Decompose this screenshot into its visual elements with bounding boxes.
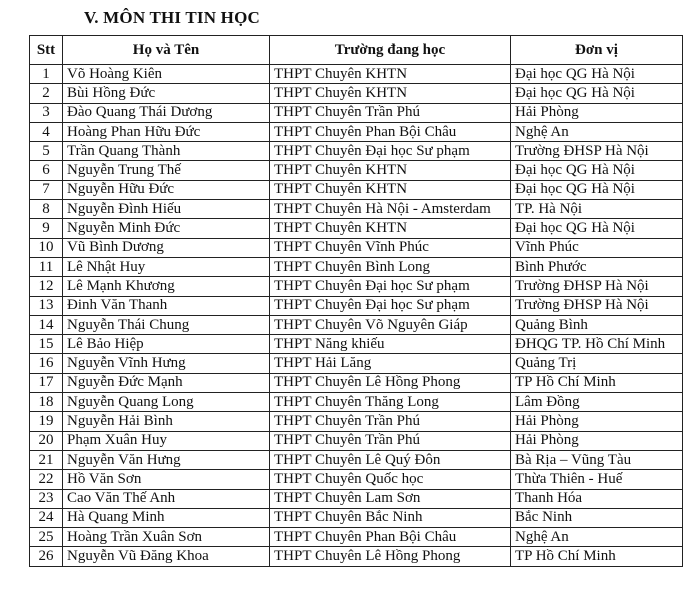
table-row <box>30 103 683 122</box>
cell-name: Phạm Xuân Huy <box>63 431 270 450</box>
cell-stt: 8 <box>30 200 63 219</box>
cell-unit: Đại học QG Hà Nội <box>511 180 683 199</box>
cell-school: THPT Chuyên Vĩnh Phúc <box>270 238 511 257</box>
cell-stt: 13 <box>30 296 63 315</box>
cell-name: Hồ Văn Sơn <box>63 470 270 489</box>
table-row <box>30 528 683 547</box>
table-row <box>30 200 683 219</box>
cell-unit: Nghệ An <box>511 122 683 141</box>
cell-stt: 23 <box>30 489 63 508</box>
cell-name: Vũ Bình Dương <box>63 238 270 257</box>
cell-name: Cao Văn Thế Anh <box>63 489 270 508</box>
cell-name: Hoàng Phan Hữu Đức <box>63 122 270 141</box>
cell-name: Bùi Hồng Đức <box>63 84 270 103</box>
cell-school: THPT Chuyên KHTN <box>270 84 511 103</box>
cell-unit: Nghệ An <box>511 528 683 547</box>
cell-stt: 7 <box>30 180 63 199</box>
cell-school: THPT Chuyên Lê Hồng Phong <box>270 373 511 392</box>
table-row <box>30 354 683 373</box>
table-header-row <box>30 36 683 65</box>
cell-school: THPT Chuyên Võ Nguyên Giáp <box>270 315 511 334</box>
cell-school: THPT Chuyên Thăng Long <box>270 393 511 412</box>
cell-stt: 12 <box>30 277 63 296</box>
cell-school: THPT Chuyên Đại học Sư phạm <box>270 296 511 315</box>
cell-stt: 9 <box>30 219 63 238</box>
cell-name: Nguyễn Vĩnh Hưng <box>63 354 270 373</box>
cell-school: THPT Chuyên Bắc Ninh <box>270 508 511 527</box>
cell-name: Nguyễn Trung Thế <box>63 161 270 180</box>
cell-stt: 20 <box>30 431 63 450</box>
cell-stt: 3 <box>30 103 63 122</box>
cell-unit: Bà Rịa – Vũng Tàu <box>511 450 683 469</box>
cell-school: THPT Chuyên KHTN <box>270 219 511 238</box>
table-row <box>30 296 683 315</box>
table-row <box>30 161 683 180</box>
table-row <box>30 122 683 141</box>
cell-unit: Thanh Hóa <box>511 489 683 508</box>
cell-school: THPT Chuyên Trần Phú <box>270 431 511 450</box>
cell-stt: 19 <box>30 412 63 431</box>
section-heading: V. MÔN THI TIN HỌC <box>84 8 260 27</box>
cell-stt: 14 <box>30 315 63 334</box>
cell-name: Nguyễn Minh Đức <box>63 219 270 238</box>
cell-stt: 26 <box>30 547 63 566</box>
table-row <box>30 547 683 566</box>
cell-name: Hoàng Trần Xuân Sơn <box>63 528 270 547</box>
cell-unit: Đại học QG Hà Nội <box>511 161 683 180</box>
cell-name: Đinh Văn Thanh <box>63 296 270 315</box>
table-row <box>30 489 683 508</box>
cell-unit: Đại học QG Hà Nội <box>511 84 683 103</box>
table-row <box>30 335 683 354</box>
cell-name: Trần Quang Thành <box>63 142 270 161</box>
cell-name: Nguyễn Hữu Đức <box>63 180 270 199</box>
header-name: Họ và Tên <box>63 36 270 65</box>
cell-stt: 24 <box>30 508 63 527</box>
cell-unit: TP. Hà Nội <box>511 200 683 219</box>
cell-name: Nguyễn Vũ Đăng Khoa <box>63 547 270 566</box>
table-row <box>30 373 683 392</box>
header-school: Trường đang học <box>270 36 511 65</box>
results-table <box>29 35 683 567</box>
table-row <box>30 431 683 450</box>
header-unit: Đơn vị <box>511 36 683 65</box>
cell-unit: Đại học QG Hà Nội <box>511 65 683 84</box>
cell-stt: 25 <box>30 528 63 547</box>
cell-unit: Trường ĐHSP Hà Nội <box>511 277 683 296</box>
table-row <box>30 84 683 103</box>
cell-name: Võ Hoàng Kiên <box>63 65 270 84</box>
cell-name: Hà Quang Minh <box>63 508 270 527</box>
table-body <box>30 65 683 567</box>
cell-unit: Trường ĐHSP Hà Nội <box>511 296 683 315</box>
table-row <box>30 257 683 276</box>
cell-name: Nguyễn Hải Bình <box>63 412 270 431</box>
table-row <box>30 238 683 257</box>
table-row <box>30 180 683 199</box>
cell-unit: Vĩnh Phúc <box>511 238 683 257</box>
cell-unit: Quảng Trị <box>511 354 683 373</box>
cell-name: Lê Bảo Hiệp <box>63 335 270 354</box>
cell-unit: Thừa Thiên - Huế <box>511 470 683 489</box>
table-row <box>30 277 683 296</box>
cell-unit: Đại học QG Hà Nội <box>511 219 683 238</box>
cell-unit: TP Hồ Chí Minh <box>511 373 683 392</box>
cell-stt: 2 <box>30 84 63 103</box>
cell-unit: Bình Phước <box>511 257 683 276</box>
cell-name: Nguyễn Quang Long <box>63 393 270 412</box>
cell-name: Nguyễn Thái Chung <box>63 315 270 334</box>
cell-name: Nguyễn Văn Hưng <box>63 450 270 469</box>
cell-unit: Hải Phòng <box>511 412 683 431</box>
cell-school: THPT Chuyên KHTN <box>270 65 511 84</box>
cell-school: THPT Chuyên KHTN <box>270 180 511 199</box>
cell-name: Lê Mạnh Khương <box>63 277 270 296</box>
cell-stt: 1 <box>30 65 63 84</box>
cell-school: THPT Hải Lăng <box>270 354 511 373</box>
cell-school: THPT Chuyên Đại học Sư phạm <box>270 277 511 296</box>
cell-school: THPT Chuyên Quốc học <box>270 470 511 489</box>
cell-school: THPT Chuyên Hà Nội - Amsterdam <box>270 200 511 219</box>
cell-stt: 16 <box>30 354 63 373</box>
cell-stt: 17 <box>30 373 63 392</box>
cell-school: THPT Chuyên Đại học Sư phạm <box>270 142 511 161</box>
cell-school: THPT Chuyên Trần Phú <box>270 103 511 122</box>
cell-unit: TP Hồ Chí Minh <box>511 547 683 566</box>
table-row <box>30 142 683 161</box>
table-row <box>30 219 683 238</box>
cell-stt: 11 <box>30 257 63 276</box>
cell-stt: 5 <box>30 142 63 161</box>
cell-name: Đào Quang Thái Dương <box>63 103 270 122</box>
cell-school: THPT Chuyên Phan Bội Châu <box>270 122 511 141</box>
cell-stt: 21 <box>30 450 63 469</box>
cell-unit: Trường ĐHSP Hà Nội <box>511 142 683 161</box>
cell-stt: 10 <box>30 238 63 257</box>
table-row <box>30 508 683 527</box>
cell-unit: Lâm Đồng <box>511 393 683 412</box>
cell-stt: 4 <box>30 122 63 141</box>
cell-unit: Hải Phòng <box>511 431 683 450</box>
table-row <box>30 65 683 84</box>
table-row <box>30 393 683 412</box>
cell-school: THPT Chuyên Lê Hồng Phong <box>270 547 511 566</box>
cell-stt: 18 <box>30 393 63 412</box>
cell-school: THPT Chuyên Phan Bội Châu <box>270 528 511 547</box>
cell-unit: Hải Phòng <box>511 103 683 122</box>
header-stt: Stt <box>30 36 63 65</box>
cell-school: THPT Chuyên KHTN <box>270 161 511 180</box>
cell-unit: Bắc Ninh <box>511 508 683 527</box>
table-row <box>30 315 683 334</box>
cell-school: THPT Năng khiếu <box>270 335 511 354</box>
cell-name: Nguyễn Đình Hiếu <box>63 200 270 219</box>
table-row <box>30 470 683 489</box>
cell-name: Nguyễn Đức Mạnh <box>63 373 270 392</box>
cell-school: THPT Chuyên Lê Quý Đôn <box>270 450 511 469</box>
cell-stt: 15 <box>30 335 63 354</box>
cell-school: THPT Chuyên Trần Phú <box>270 412 511 431</box>
cell-school: THPT Chuyên Bình Long <box>270 257 511 276</box>
cell-stt: 22 <box>30 470 63 489</box>
cell-unit: Quảng Bình <box>511 315 683 334</box>
cell-school: THPT Chuyên Lam Sơn <box>270 489 511 508</box>
cell-name: Lê Nhật Huy <box>63 257 270 276</box>
cell-stt: 6 <box>30 161 63 180</box>
table-row <box>30 450 683 469</box>
cell-unit: ĐHQG TP. Hồ Chí Minh <box>511 335 683 354</box>
table-row <box>30 412 683 431</box>
